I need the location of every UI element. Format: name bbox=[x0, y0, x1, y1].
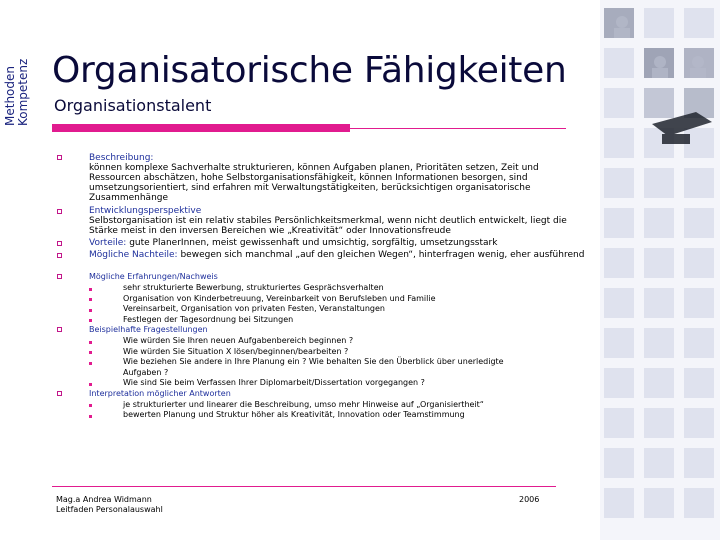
sub-item: je strukturierter und linearer die Beschreibung, umso mehr Hinweise auf „Organisiertheit“ bbox=[123, 399, 484, 409]
footer-author: Mag.a Andrea Widmann bbox=[56, 495, 152, 504]
footer-author-block bbox=[56, 495, 163, 515]
item-label: Beschreibung: bbox=[89, 153, 154, 163]
filled-square-bullet-icon bbox=[89, 362, 92, 365]
filled-square-bullet-icon bbox=[89, 288, 92, 291]
item-text: Selbstorganisation ist ein relativ stabiles Persönlichkeitsmerkmal, wenn nicht deutlich entwickelt, liegt die Stärke meist in den inversen Bereichen wie „Kreativität“ oder Innovationsfreude bbox=[89, 216, 567, 236]
item-text: können komplexe Sachverhalte strukturieren, können Aufgaben planen, Prioritäten setzen, Zeit und Ressourcen abschätzen, hohe Selbstorganisationsfähigkeit, können Informationen besorgen, sind umsetzungsorientiert, sind erfahren mit Verwaltungstätigkeiten, berücksichtigen organisatorische Zusammenhänge bbox=[89, 163, 539, 203]
sub-item: Vereinsarbeit, Organisation von privaten Festen, Veranstaltungen bbox=[123, 304, 385, 313]
page-subtitle: Organisationstalent bbox=[54, 96, 212, 115]
title-divider-bar bbox=[52, 124, 350, 132]
list-item-vorteile bbox=[89, 238, 585, 248]
list-item-nachteile bbox=[89, 250, 585, 260]
footer-source: Leitfaden Personalauswahl bbox=[56, 505, 163, 514]
list-item-entwicklungsperspektive bbox=[89, 206, 585, 236]
sub-item: bewerten Planung und Struktur höher als Kreativität, Innovation oder Teamstimmung bbox=[123, 410, 465, 419]
side-label-text bbox=[4, 59, 30, 126]
filled-square-bullet-icon bbox=[89, 415, 92, 418]
sub-item: Wie würden Sie Situation X lösen/beginnen/bearbeiten ? bbox=[123, 346, 349, 356]
filled-square-bullet-icon bbox=[89, 319, 92, 322]
sub-item: Wie beziehen Sie andere in Ihre Planung ein ? Wie behalten Sie den Überblick über unerledigte bbox=[123, 357, 504, 366]
item-label: Entwicklungsperspektive bbox=[89, 206, 202, 216]
list-item-beschreibung bbox=[89, 153, 585, 203]
hollow-square-bullet-icon bbox=[57, 209, 62, 214]
hollow-square-bullet-icon bbox=[57, 327, 62, 332]
item-label: Mögliche Nachteile: bbox=[89, 250, 178, 260]
filled-square-bullet-icon bbox=[89, 341, 92, 344]
photo-strip-image bbox=[600, 0, 720, 540]
sub-item: Organisation von Kinderbetreuung, Vereinbarkeit von Berufsleben und Familie bbox=[123, 293, 436, 303]
sub-item: Festlegen der Tagesordnung bei Sitzungen bbox=[123, 314, 294, 324]
hollow-square-bullet-icon bbox=[57, 274, 62, 279]
footer-year: 2006 bbox=[519, 495, 540, 504]
side-label bbox=[0, 0, 48, 130]
hollow-square-bullet-icon bbox=[57, 253, 62, 258]
item-text: bewegen sich manchmal „auf den gleichen Wegen“, hinterfragen wenig, eher ausführend bbox=[180, 250, 585, 260]
page-title: Organisatorische Fähigkeiten bbox=[52, 50, 567, 91]
sub-item: Wie sind Sie beim Verfassen Ihrer Diplomarbeit/Dissertation vorgegangen ? bbox=[123, 378, 425, 387]
filled-square-bullet-icon bbox=[89, 309, 92, 312]
list-item-erfahrungen-label: Mögliche Erfahrungen/Nachweis bbox=[89, 272, 218, 281]
item-label: Vorteile: bbox=[89, 238, 127, 248]
title-divider bbox=[52, 124, 566, 132]
hollow-square-bullet-icon bbox=[57, 391, 62, 396]
sub-item: Wie würden Sie Ihren neuen Aufgabenbereich beginnen ? bbox=[123, 336, 354, 345]
sub-item-continuation: Aufgaben ? bbox=[123, 367, 169, 377]
list-item-fragestellungen-label: Beispielhafte Fragestellungen bbox=[89, 325, 208, 334]
filled-square-bullet-icon bbox=[89, 298, 92, 301]
side-label-line2: Kompetenz bbox=[16, 58, 30, 126]
hollow-square-bullet-icon bbox=[57, 155, 62, 160]
filled-square-bullet-icon bbox=[89, 404, 92, 407]
side-label-line1: Methoden bbox=[3, 66, 17, 126]
photo-strip bbox=[600, 0, 720, 540]
sub-item: sehr strukturierte Bewerbung, strukturiertes Gesprächsverhalten bbox=[123, 283, 384, 292]
footer-divider bbox=[52, 486, 556, 487]
item-text: gute PlanerInnen, meist gewissenhaft und umsichtig, sorgfältig, umsetzungsstark bbox=[129, 238, 498, 248]
hollow-square-bullet-icon bbox=[57, 241, 62, 246]
list-item-interpretation-label: Interpretation möglicher Antworten bbox=[89, 389, 231, 398]
filled-square-bullet-icon bbox=[89, 383, 92, 386]
filled-square-bullet-icon bbox=[89, 351, 92, 354]
